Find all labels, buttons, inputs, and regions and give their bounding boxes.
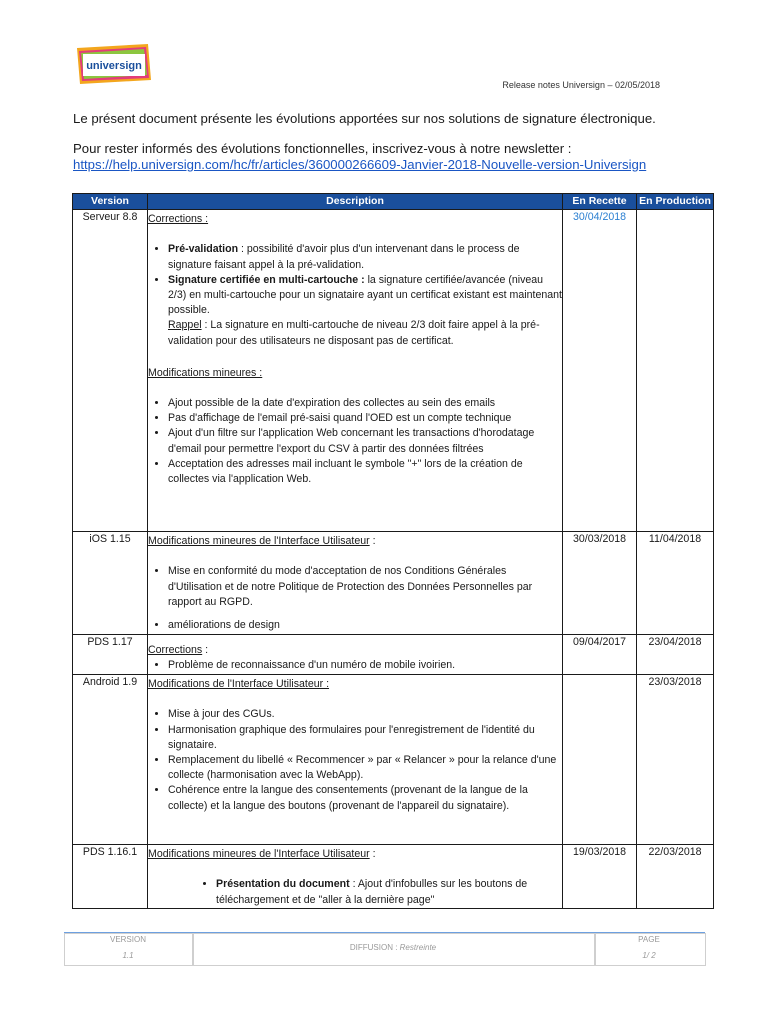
- table-header-row: [73, 194, 714, 210]
- page-footer: [64, 932, 705, 966]
- header-description: Description: [148, 194, 563, 210]
- list-item: • Remplacement du libellé « Recommencer » par « Relancer » pour la relance d'une collecte (harmonisation avec la WebApp).: [168, 753, 562, 783]
- description-cell: Modifications mineures de l'Interface Utilisateur : • Mise en conformité du mode d'acceptation de nos Conditions Générales d'Utilisation et de notre Politique de Protection des Données Personnelles par rapport au RGPD. • améliorations de design: [148, 532, 563, 635]
- table-row: [73, 675, 714, 845]
- section-title: Modifications mineures de l'Interface Utilisateur: [148, 848, 370, 861]
- footer-page-label: PAGE: [638, 935, 660, 944]
- list-item: • Mise en conformité du mode d'acceptation de nos Conditions Générales d'Utilisation et de notre Politique de Protection des Données Personnelles par rapport au RGPD.: [168, 564, 562, 610]
- footer-version-value: 1.1: [122, 951, 134, 960]
- table-row: [73, 845, 714, 909]
- list-item: • Pré-validation : possibilité d'avoir plus d'un intervenant dans le process de signature faisant appel à la pré-validation.: [168, 242, 562, 272]
- list-item: • améliorations de design: [168, 618, 562, 633]
- recette-date: 30/03/2018: [563, 532, 637, 635]
- list-item: • Harmonisation graphique des formulaires pour l'enregistrement de l'identité du signataire.: [168, 723, 562, 753]
- footer-page-value: 1/ 2: [642, 951, 656, 960]
- intro-line-2: Pour rester informés des évolutions fonctionnelles, inscrivez-vous à notre newsletter :: [73, 141, 572, 156]
- section-title: Corrections :: [148, 213, 209, 226]
- note-label: Rappel: [168, 319, 202, 332]
- list-item: • Pas d'affichage de l'email pré-saisi quand l'OED est un compte technique: [168, 411, 562, 426]
- table-row: [73, 532, 714, 635]
- production-date: [637, 210, 714, 532]
- list-item: • Ajout d'un filtre sur l'application Web concernant les transactions d'horodatage d'email pour permettre l'export du CSV à partir des données filtrées: [168, 426, 562, 456]
- release-notes-header: Release notes Universign – 02/05/2018: [502, 80, 660, 90]
- section-title: Modifications mineures :: [148, 366, 263, 379]
- intro-text: [73, 111, 713, 173]
- header-recette: En Recette: [563, 194, 637, 210]
- description-cell: Modifications mineures de l'Interface Utilisateur : • Présentation du document : Ajout d'infobulles sur les boutons de téléchargement et de "aller à la dernière page": [148, 845, 563, 909]
- recette-date: 19/03/2018: [563, 845, 637, 909]
- version-cell: iOS 1.15: [73, 532, 148, 635]
- table-row: [73, 210, 714, 532]
- list-item: • Ajout possible de la date d'expiration des collectes au sein des emails: [168, 396, 562, 411]
- version-cell: Android 1.9: [73, 675, 148, 845]
- newsletter-link[interactable]: https://help.universign.com/hc/fr/articles/360000266609-Janvier-2018-Nouvelle-version-Universign: [73, 157, 647, 172]
- recette-date: 30/04/2018: [563, 210, 637, 532]
- production-date: 11/04/2018: [637, 532, 714, 635]
- description-cell: [148, 210, 563, 532]
- list-item: • Cohérence entre la langue des consentements (provenant de la langue de la collecte) et la langue des boutons (provenant de l'appareil du signataire).: [168, 783, 562, 813]
- intro-line-1: Le présent document présente les évolutions apportées sur nos solutions de signature électronique.: [73, 111, 656, 126]
- footer-diffusion: DIFFUSION : Restreinte: [349, 943, 437, 952]
- section-title: Modifications de l'Interface Utilisateur :: [148, 678, 330, 691]
- minor-changes-list: [148, 396, 562, 487]
- description-cell: Corrections : • Problème de reconnaissance d'un numéro de mobile ivoirien.: [148, 635, 563, 675]
- table-row: [73, 635, 714, 675]
- production-date: 22/03/2018: [637, 845, 714, 909]
- production-date: 23/03/2018: [637, 675, 714, 845]
- section-title: Modifications mineures de l'Interface Utilisateur: [148, 535, 370, 548]
- recette-date: [563, 675, 637, 845]
- list-item: • Signature certifiée en multi-cartouche : la signature certifiée/avancée (niveau 2/3) en multi-cartouche pour un signataire ayant un certificat existant est maintenant possible. Rappel : La signature en multi-cartouche de niveau 2/3 doit faire appel à la pré-validation pour des utilisateurs ne disposant pas de certificat.: [168, 273, 562, 349]
- logo-graphic: [74, 42, 154, 88]
- release-notes-table: [72, 193, 714, 909]
- header-production: En Production: [637, 194, 714, 210]
- list-item: • Mise à jour des CGUs.: [168, 707, 562, 722]
- list-item: • Acceptation des adresses mail incluant le symbole "+" lors de la création de collectes via l'application Web.: [168, 457, 562, 487]
- svg-text:universign: universign: [86, 60, 142, 72]
- version-cell: PDS 1.17: [73, 635, 148, 675]
- universign-logo: [74, 42, 154, 88]
- version-cell: Serveur 8.8: [73, 210, 148, 532]
- footer-version-label: VERSION: [109, 935, 146, 944]
- version-cell: PDS 1.16.1: [73, 845, 148, 909]
- header-version: Version: [73, 194, 148, 210]
- recette-date: 09/04/2017: [563, 635, 637, 675]
- production-date: 23/04/2018: [637, 635, 714, 675]
- description-cell: [148, 675, 563, 845]
- list-item: • Présentation du document : Ajout d'infobulles sur les boutons de téléchargement et de "aller à la dernière page": [216, 877, 562, 907]
- list-item: • Problème de reconnaissance d'un numéro de mobile ivoirien.: [168, 658, 562, 673]
- corrections-list: [148, 242, 562, 348]
- section-title: Corrections: [148, 644, 203, 657]
